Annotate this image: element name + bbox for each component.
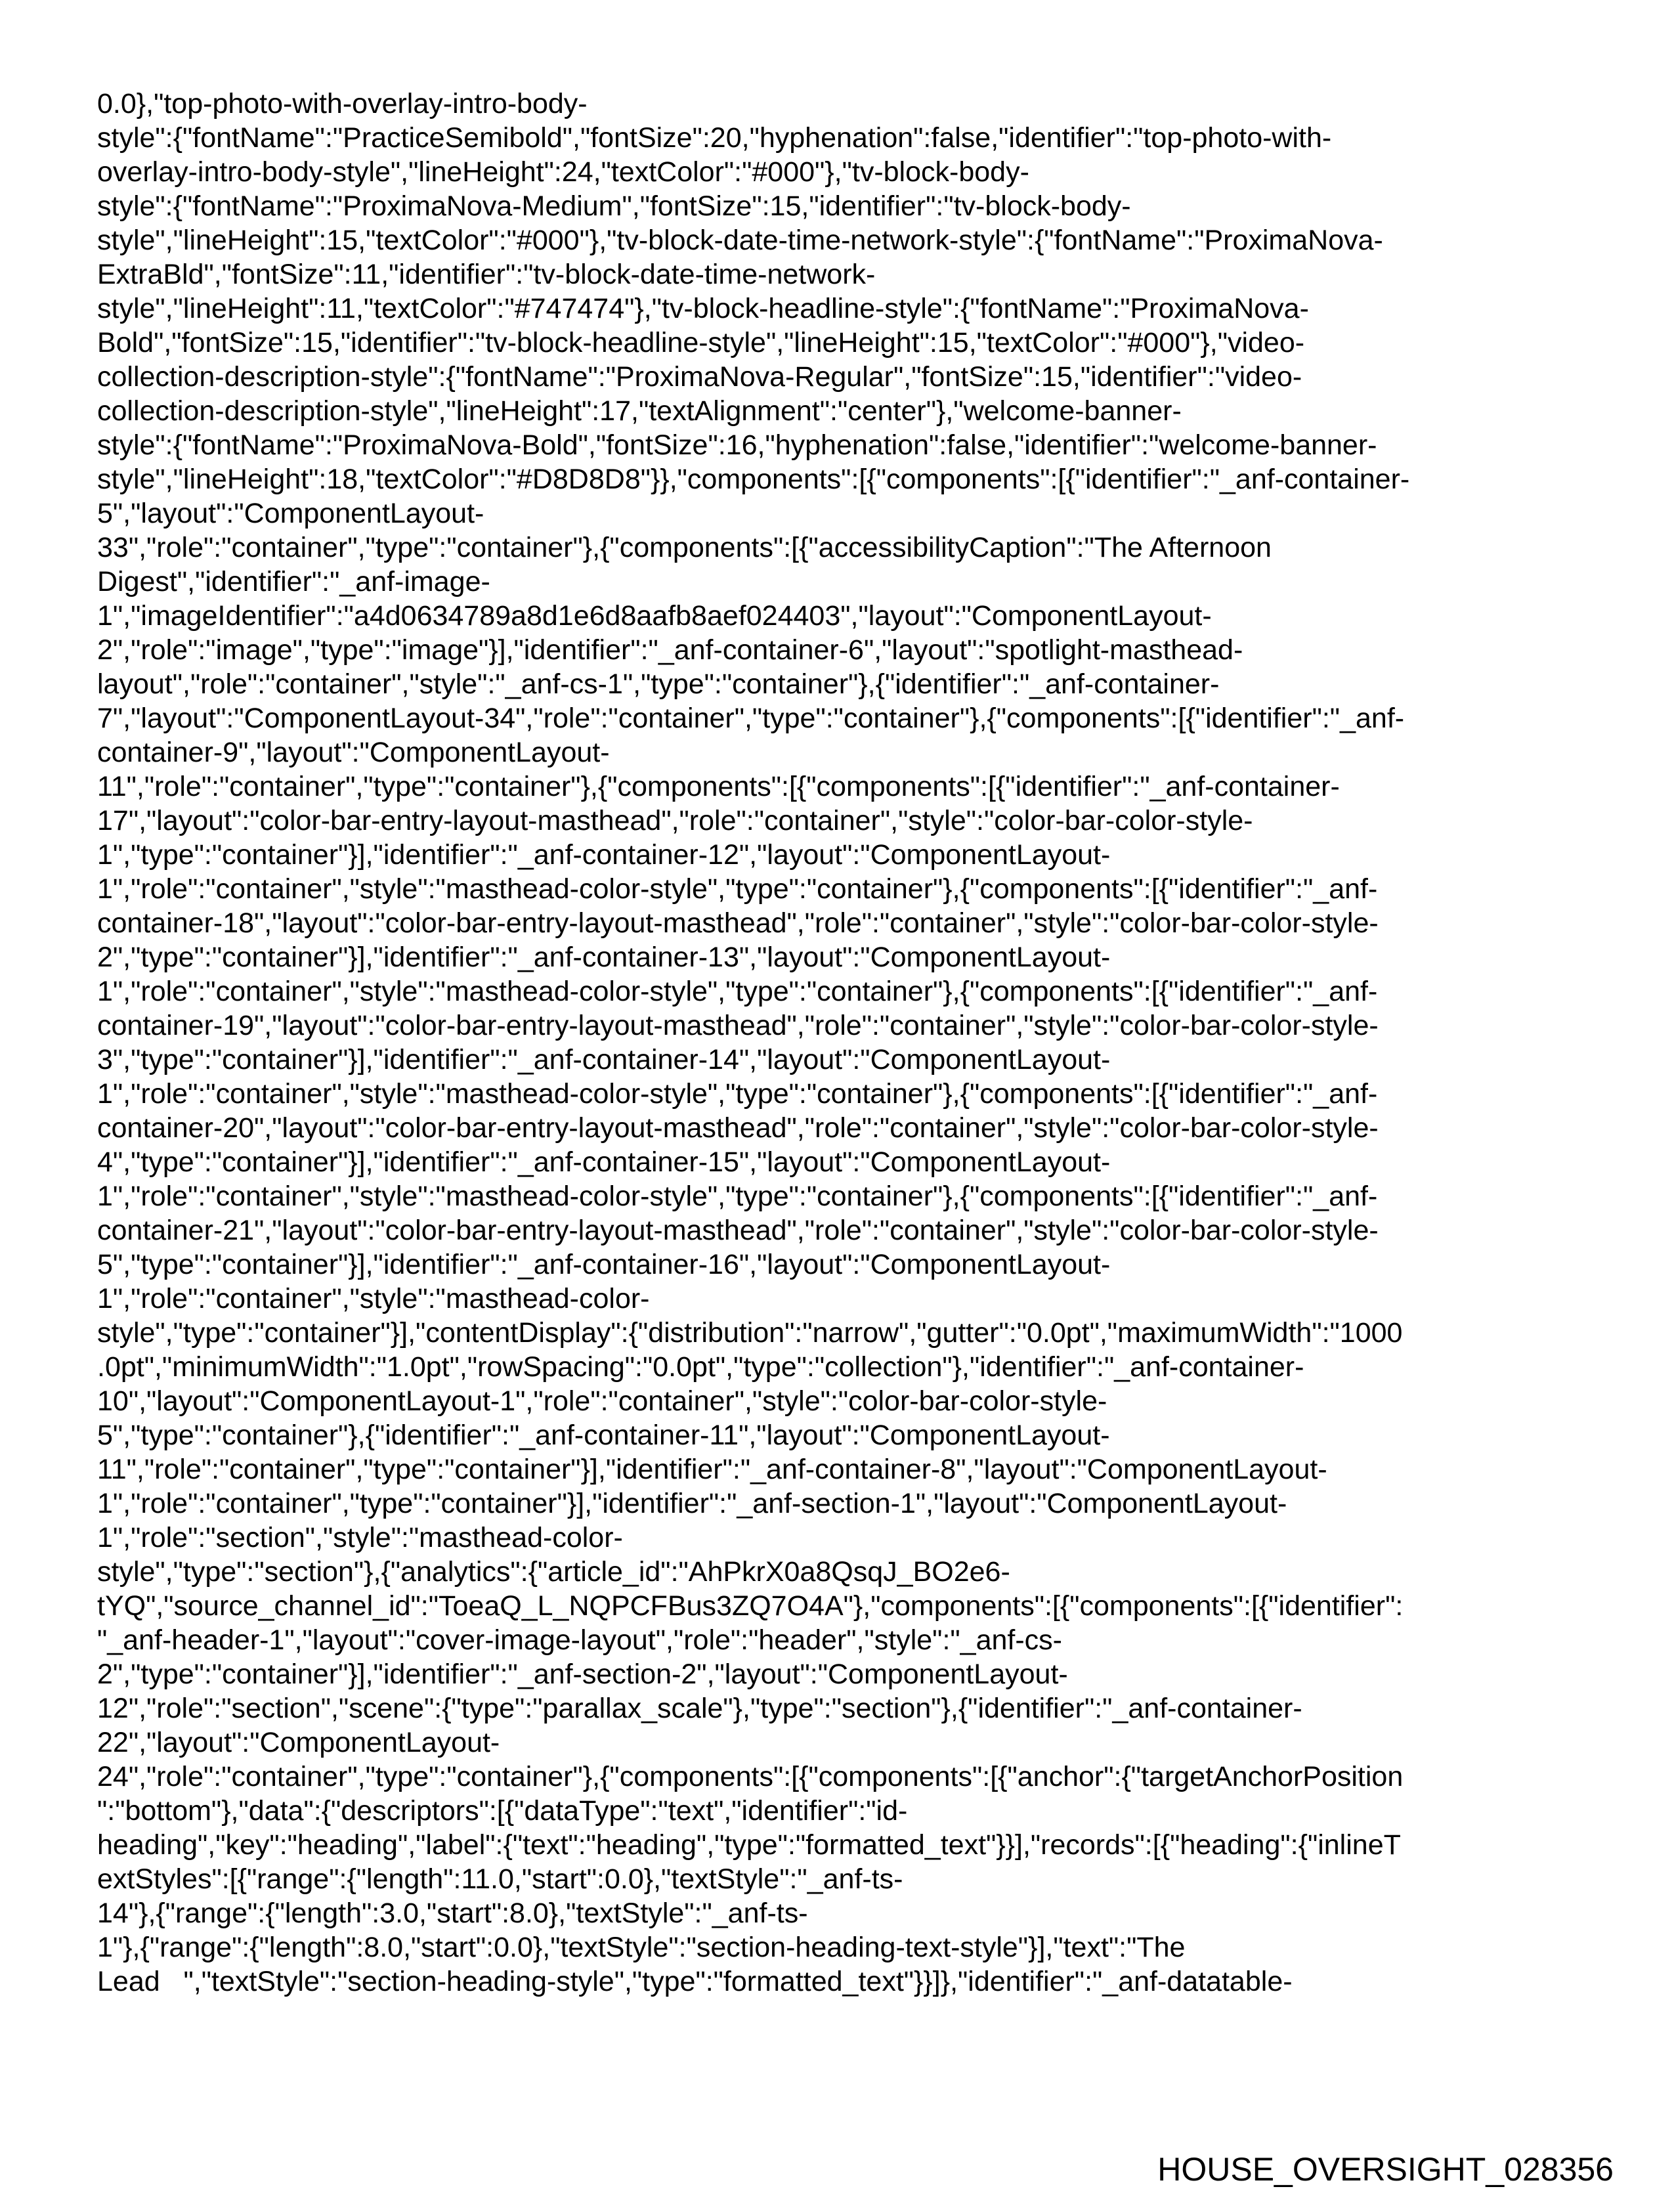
text-line: 1","role":"container","style":"masthead-color-style","type":"container"},{"components":[{"identifier":"_anf-	[97, 873, 1378, 905]
text-line: style":{"fontName":"ProximaNova-Medium","fontSize":15,"identifier":"tv-block-body-	[97, 190, 1131, 222]
text-line: 1","role":"section","style":"masthead-color-	[97, 1522, 623, 1553]
text-line: 12","role":"section","scene":{"type":"parallax_scale"},"type":"section"},{"identifier":"_anf-container-	[97, 1693, 1302, 1724]
text-line: 24","role":"container","type":"container"},{"components":[{"components":[{"anchor":{"targetAnchorPosition	[97, 1761, 1404, 1792]
text-line: style","lineHeight":15,"textColor":"#000"},"tv-block-date-time-network-style":{"fontName":"ProximaNova-	[97, 225, 1383, 256]
text-line: container-20","layout":"color-bar-entry-layout-masthead","role":"container","style":"color-bar-color-style-	[97, 1112, 1379, 1144]
text-line: container-9","layout":"ComponentLayout-	[97, 737, 610, 768]
text-line: Lead ","textStyle":"section-heading-style","type":"formatted_text"}}]},"identifier":"_anf-datatable-	[97, 1966, 1293, 1997]
text-line: ":"bottom"},"data":{"descriptors":[{"dataType":"text","identifier":"id-	[97, 1795, 908, 1827]
text-line: "_anf-header-1","layout":"cover-image-layout","role":"header","style":"_anf-cs-	[97, 1624, 1062, 1656]
text-line: 1","role":"container","type":"container"}],"identifier":"_anf-section-1","layout":"ComponentLayout-	[97, 1488, 1287, 1519]
text-line: style":{"fontName":"ProximaNova-Bold","fontSize":16,"hyphenation":false,"identifier":"welcome-banner-	[97, 429, 1377, 461]
text-line: 22","layout":"ComponentLayout-	[97, 1727, 500, 1758]
text-line: .0pt","minimumWidth":"1.0pt","rowSpacing":"0.0pt","type":"collection"},"identifier":"_anf-container-	[97, 1351, 1304, 1383]
text-line: style":{"fontName":"PracticeSemibold","fontSize":20,"hyphenation":false,"identifier":"top-photo-with-	[97, 122, 1332, 154]
text-line: ExtraBld","fontSize":11,"identifier":"tv-block-date-time-network-	[97, 259, 876, 290]
text-line: collection-description-style","lineHeight":17,"textAlignment":"center"},"welcome-banner-	[97, 395, 1182, 427]
text-line: style","lineHeight":18,"textColor":"#D8D8D8"}},"components":[{"components":[{"identifier":"_anf-container-	[97, 464, 1410, 495]
text-line: Bold","fontSize":15,"identifier":"tv-block-headline-style","lineHeight":15,"textColor":"#000"},"video-	[97, 327, 1305, 358]
text-line: 1"},{"range":{"length":8.0,"start":0.0},"textStyle":"section-heading-text-style"}],"text":"The	[97, 1932, 1186, 1963]
text-line: 1","role":"container","style":"masthead-color-style","type":"container"},{"components":[{"identifier":"_anf-	[97, 976, 1378, 1007]
text-line: 33","role":"container","type":"container"},{"components":[{"accessibilityCaption":"The Afternoon	[97, 532, 1272, 563]
text-line: container-21","layout":"color-bar-entry-layout-masthead","role":"container","style":"color-bar-color-style-	[97, 1215, 1379, 1246]
text-line: 2","type":"container"}],"identifier":"_anf-container-13","layout":"ComponentLayout-	[97, 942, 1111, 973]
text-line: 4","type":"container"}],"identifier":"_anf-container-15","layout":"ComponentLayout-	[97, 1146, 1111, 1178]
text-line: collection-description-style":{"fontName":"ProximaNova-Regular","fontSize":15,"identifier":"video-	[97, 361, 1302, 393]
text-line: 5","layout":"ComponentLayout-	[97, 498, 484, 529]
text-line: 14"},{"range":{"length":3.0,"start":8.0},"textStyle":"_anf-ts-	[97, 1898, 808, 1929]
text-line: heading","key":"heading","label":{"text":"heading","type":"formatted_text"}}],"records":[{"heading":{"inlineT	[97, 1829, 1401, 1861]
text-line: 7","layout":"ComponentLayout-34","role":"container","type":"container"},{"components":[{"identifier":"_anf-	[97, 703, 1405, 734]
text-line: 11","role":"container","type":"container"},{"components":[{"components":[{"identifier":"_anf-container-	[97, 771, 1340, 802]
text-line: 1","role":"container","style":"masthead-color-	[97, 1283, 650, 1314]
text-line: style","type":"container"}],"contentDisplay":{"distribution":"narrow","gutter":"0.0pt","maximumWidth":"1000	[97, 1317, 1403, 1349]
text-line: 17","layout":"color-bar-entry-layout-masthead","role":"container","style":"color-bar-color-style-	[97, 805, 1253, 836]
text-line: style","type":"section"},{"analytics":{"article_id":"AhPkrX0a8QsqJ_BO2e6-	[97, 1556, 1010, 1588]
text-line: style","lineHeight":11,"textColor":"#747474"},"tv-block-headline-style":{"fontName":"ProximaNova-	[97, 293, 1309, 324]
text-line: 10","layout":"ComponentLayout-1","role":"container","style":"color-bar-color-style-	[97, 1385, 1107, 1417]
text-line: 1","role":"container","style":"masthead-color-style","type":"container"},{"components":[{"identifier":"_anf-	[97, 1181, 1378, 1212]
document-body	[97, 87, 1607, 1999]
text-line: tYQ","source_channel_id":"ToeaQ_L_NQPCFBus3ZQ7O4A"},"components":[{"components":[{"identifier":	[97, 1590, 1404, 1622]
text-line: 1","imageIdentifier":"a4d0634789a8d1e6d8aafb8aef024403","layout":"ComponentLayout-	[97, 600, 1212, 632]
text-line: 2","type":"container"}],"identifier":"_anf-section-2","layout":"ComponentLayout-	[97, 1659, 1068, 1690]
text-line: 1","type":"container"}],"identifier":"_anf-container-12","layout":"ComponentLayout-	[97, 839, 1111, 871]
text-line: container-19","layout":"color-bar-entry-layout-masthead","role":"container","style":"color-bar-color-style-	[97, 1010, 1379, 1041]
text-line: 11","role":"container","type":"container"}],"identifier":"_anf-container-8","layout":"ComponentLayout-	[97, 1454, 1327, 1485]
text-line: 1","role":"container","style":"masthead-color-style","type":"container"},{"components":[{"identifier":"_anf-	[97, 1078, 1378, 1110]
text-line: Digest","identifier":"_anf-image-	[97, 566, 490, 597]
text-line: 0.0},"top-photo-with-overlay-intro-body-	[97, 88, 588, 119]
text-line: 5","type":"container"}],"identifier":"_anf-container-16","layout":"ComponentLayout-	[97, 1249, 1111, 1280]
bates-stamp: HOUSE_OVERSIGHT_028356	[1157, 2151, 1614, 2188]
text-line: overlay-intro-body-style","lineHeight":24,"textColor":"#000"},"tv-block-body-	[97, 156, 1029, 188]
text-line: extStyles":[{"range":{"length":11.0,"start":0.0},"textStyle":"_anf-ts-	[97, 1863, 903, 1895]
text-line: 2","role":"image","type":"image"}],"identifier":"_anf-container-6","layout":"spotlight-masthead-	[97, 634, 1243, 666]
text-line: layout","role":"container","style":"_anf-cs-1","type":"container"},{"identifier":"_anf-container-	[97, 668, 1220, 700]
text-line: 3","type":"container"}],"identifier":"_anf-container-14","layout":"ComponentLayout-	[97, 1044, 1111, 1075]
text-line: container-18","layout":"color-bar-entry-layout-masthead","role":"container","style":"color-bar-color-style-	[97, 907, 1379, 939]
text-line: 5","type":"container"},{"identifier":"_anf-container-11","layout":"ComponentLayout-	[97, 1420, 1110, 1451]
